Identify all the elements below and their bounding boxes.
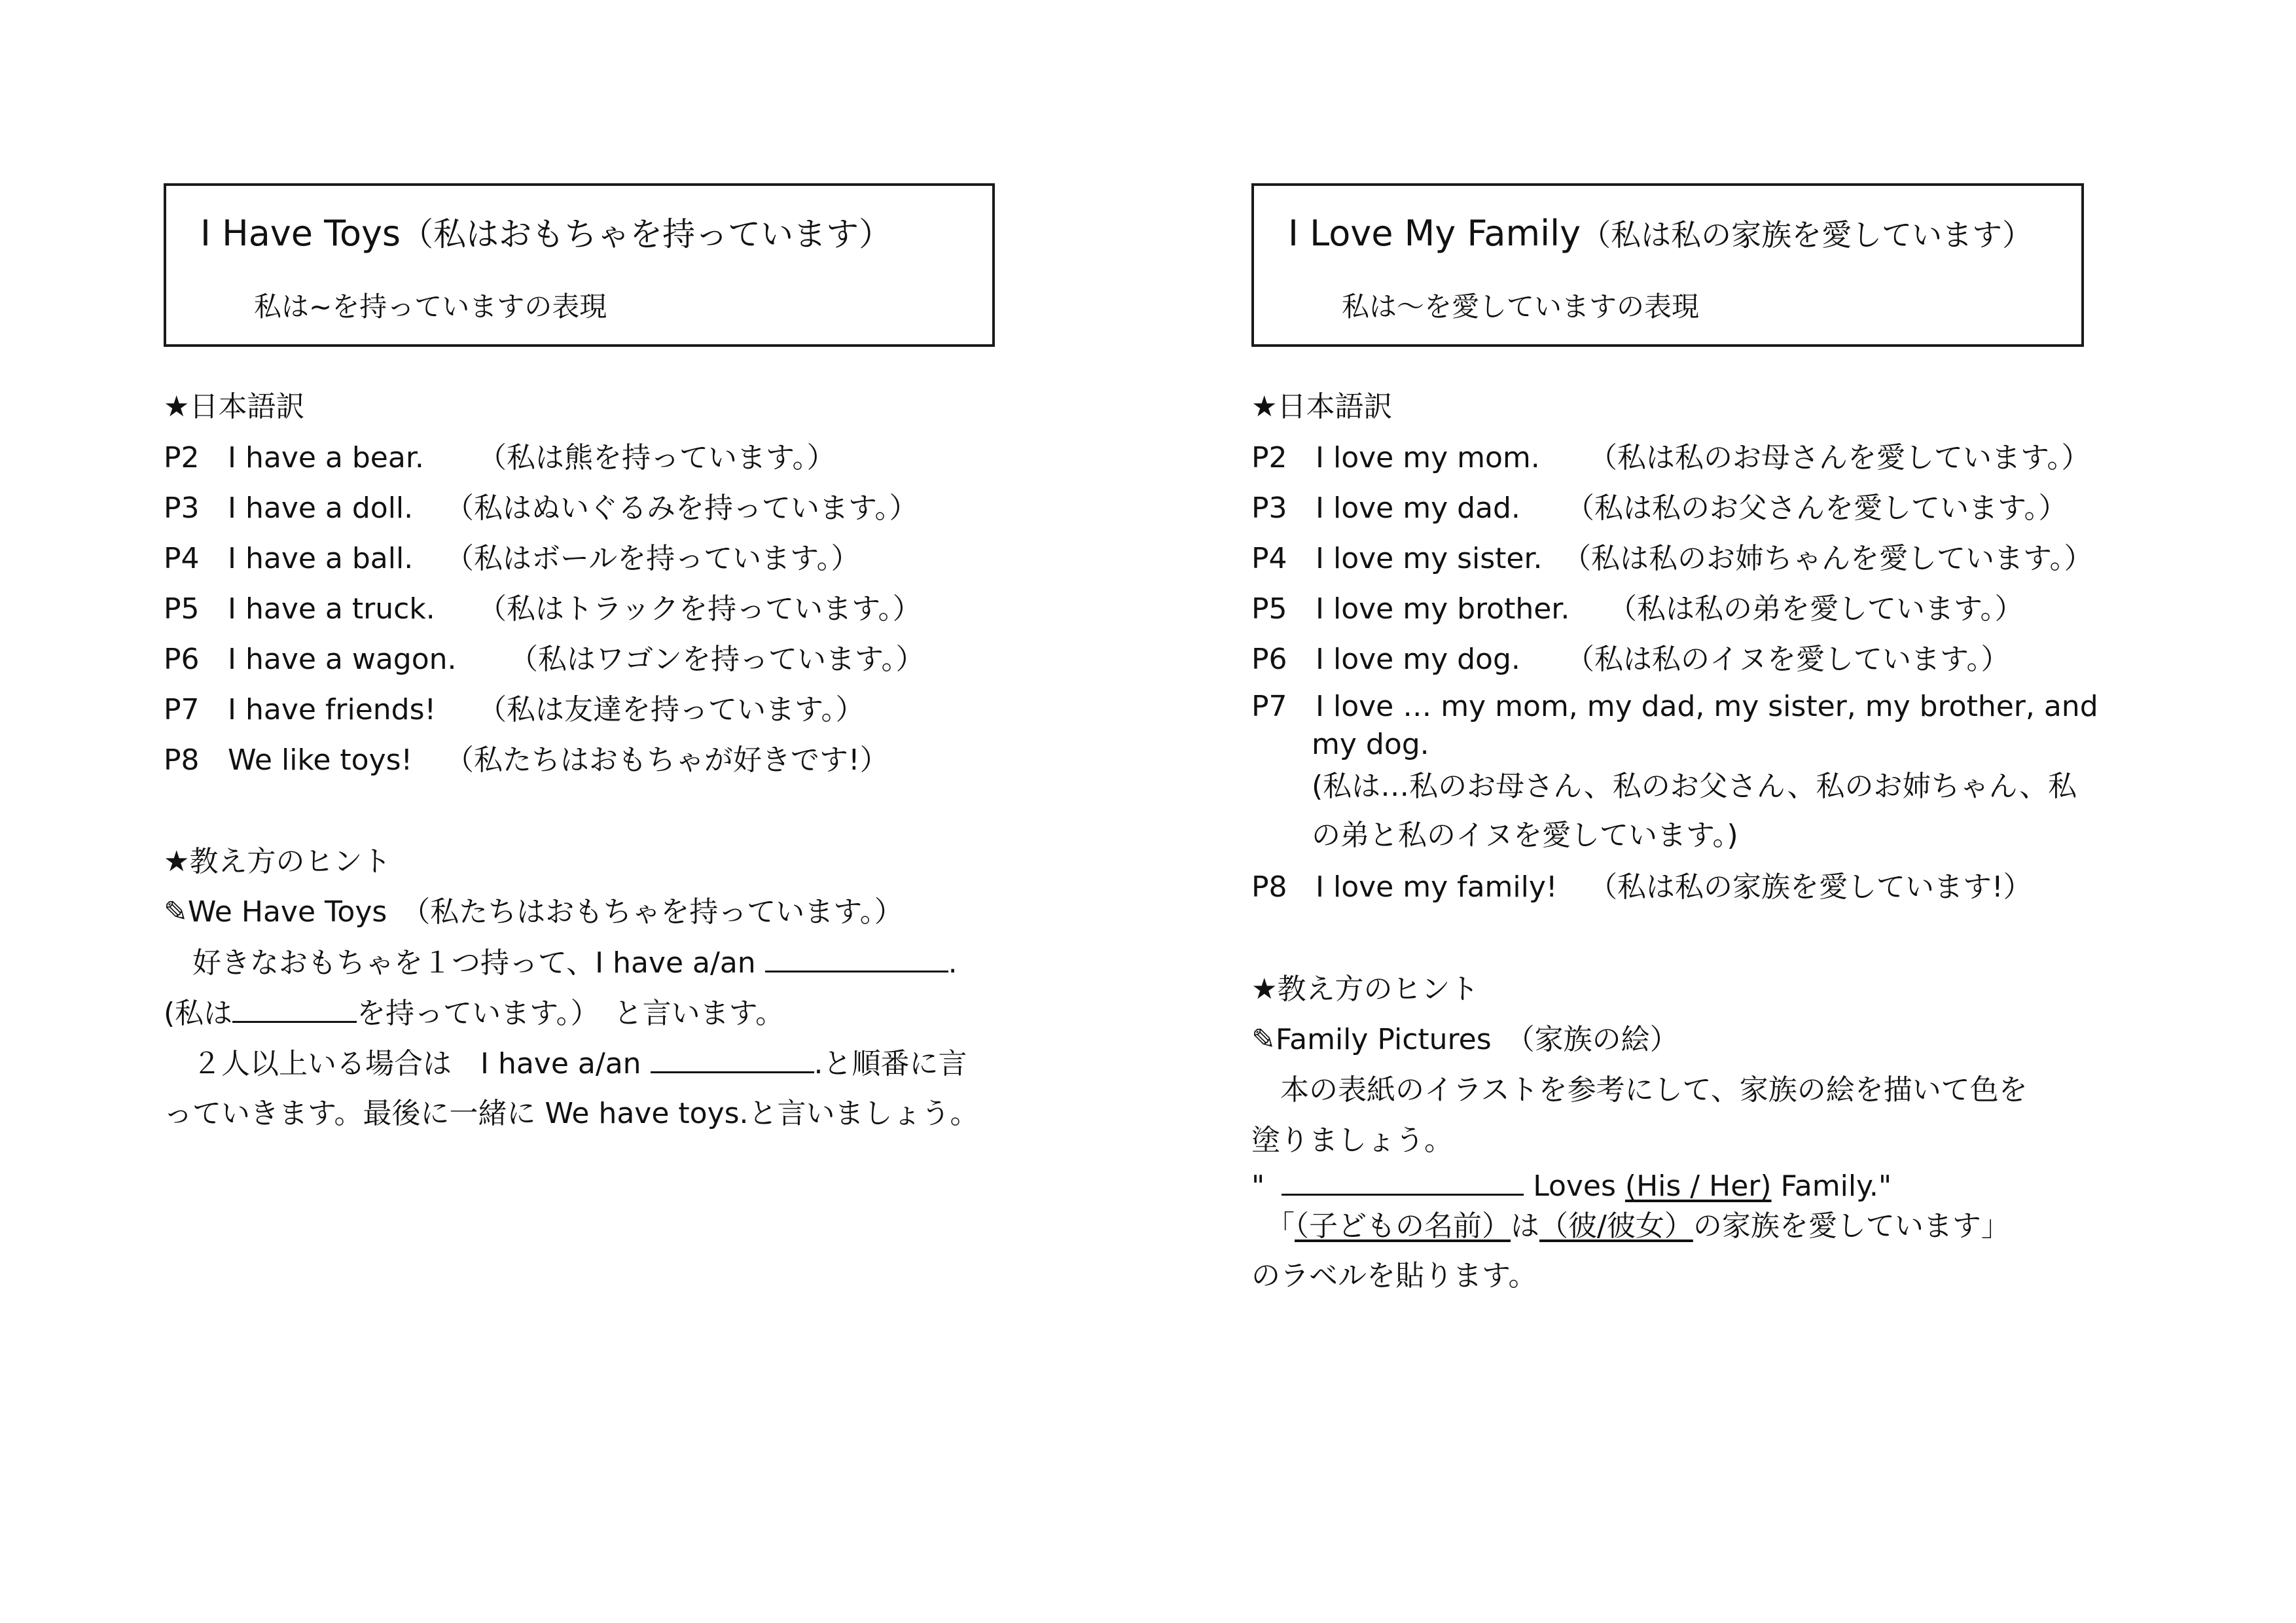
right-title-en: I Love My Family	[1288, 213, 1581, 254]
particle-wa: は	[1511, 1209, 1539, 1243]
japanese-line: （私たちはおもちゃが好きです!）	[445, 743, 889, 777]
loves-text: Loves	[1524, 1169, 1625, 1203]
english-line: I love … my mom, my dad, my sister, my brother, and	[1316, 690, 2098, 723]
english-line: I love my dad.	[1316, 491, 1520, 525]
family-text: Family."	[1771, 1169, 1892, 1203]
page-number: P8	[164, 743, 200, 777]
left-title	[200, 213, 892, 254]
english-line: We like toys!	[228, 743, 413, 777]
page-number: P6	[1251, 643, 1287, 676]
english-line: I have a doll.	[228, 491, 414, 525]
page-number: P3	[1251, 491, 1287, 525]
left-hint-line-1	[164, 948, 958, 978]
english-line: I love my mom.	[1316, 441, 1540, 474]
hint-text: っていきます。最後に一緒に We have toys.と言いましょう。	[164, 1097, 979, 1130]
left-hint-line-4	[164, 1099, 979, 1128]
label-rest: の家族を愛しています」	[1693, 1209, 2010, 1243]
right-p7-japanese-line-1: (私は…私のお母さん、私のお父さん、私のお姉ちゃん、私	[1312, 770, 2077, 803]
hint-text: (私は	[164, 997, 233, 1030]
page-number: P3	[164, 491, 200, 525]
japanese-line: （私は熊を持っています。）	[478, 441, 836, 474]
fill-in-blank	[232, 999, 357, 1023]
his-her-choice: (His / Her)	[1624, 1169, 1772, 1203]
page-number: P2	[1251, 441, 1287, 474]
english-line: I love my sister.	[1316, 542, 1543, 575]
hint-text: 好きなおもちゃを１つ持って、I have a/an	[164, 946, 765, 980]
right-title	[1288, 213, 2033, 254]
english-line: I have a wagon.	[228, 643, 457, 676]
left-subtitle: 私は~を持っていますの表現	[254, 291, 607, 323]
right-label-japanese	[1251, 1209, 2010, 1243]
japanese-line: （私はボールを持っています。）	[445, 542, 860, 575]
page-number: P2	[164, 441, 200, 474]
right-label-english	[1251, 1171, 1892, 1201]
quote-mark: "	[1251, 1169, 1265, 1203]
right-subtitle: 私は～を愛していますの表現	[1342, 291, 1700, 323]
english-line: I have a bear.	[228, 441, 424, 474]
page-number: P5	[1251, 592, 1287, 626]
fill-in-blank	[651, 1049, 814, 1073]
bracket-open: 「	[1251, 1209, 1295, 1243]
left-hint-line-2	[164, 999, 784, 1028]
english-line: I have friends!	[228, 693, 437, 726]
child-name-slot: （子どもの名前）	[1295, 1209, 1511, 1243]
japanese-line: （私は私のお父さんを愛しています。）	[1566, 491, 2068, 525]
right-hint-line-2: 塗りましょう。	[1251, 1124, 1453, 1157]
left-hint-line-3	[164, 1049, 967, 1079]
japanese-line: （私は友達を持っています。）	[478, 693, 865, 726]
hint-text: .と順番に言	[814, 1047, 967, 1080]
english-line: I have a truck.	[228, 592, 435, 626]
right-p7-japanese-line-2: の弟と私のイヌを愛しています。)	[1312, 819, 1738, 852]
japanese-line: （私は私のお姉ちゃんを愛しています。）	[1562, 542, 2093, 575]
english-line: I have a ball.	[228, 542, 414, 575]
hint-text: ２人以上いる場合は I have a/an	[164, 1047, 651, 1080]
right-label-line-end: のラベルを貼ります。	[1251, 1259, 1537, 1293]
right-hints-heading: ★教え方のヒント	[1251, 972, 1479, 1006]
page-number: P4	[164, 542, 200, 575]
right-hint-title: ✎Family Pictures （家族の絵）	[1251, 1023, 1679, 1056]
page-number: P8	[1251, 870, 1287, 904]
pronoun-slot: （彼/彼女）	[1539, 1209, 1693, 1243]
japanese-line: （私は私のイヌを愛しています。）	[1566, 643, 2010, 676]
english-line: I love my brother.	[1316, 592, 1570, 626]
japanese-line: （私は私のお母さんを愛しています。）	[1588, 441, 2090, 474]
left-translation-heading: ★日本語訳	[164, 390, 305, 423]
right-hint-line-1: 本の表紙のイラストを参考にして、家族の絵を描いて色を	[1251, 1073, 2028, 1107]
name-blank	[1282, 1171, 1524, 1196]
left-hints-heading: ★教え方のヒント	[164, 845, 391, 878]
left-title-en: I Have Toys	[200, 213, 401, 254]
page-number: P4	[1251, 542, 1287, 575]
hint-text: を持っています。） と言います。	[357, 997, 785, 1030]
english-line: I love my family!	[1316, 870, 1558, 904]
hint-text: .	[948, 946, 958, 980]
right-p7-english-line-2: my dog.	[1312, 728, 1429, 761]
page-number: P5	[164, 592, 200, 626]
japanese-line: （私は私の家族を愛しています!）	[1588, 870, 2032, 904]
japanese-line: （私は私の弟を愛しています。）	[1608, 592, 2024, 626]
left-title-ja: （私はおもちゃを持っています）	[401, 215, 892, 253]
japanese-line: （私はワゴンを持っています。）	[509, 643, 925, 676]
left-hint-title: ✎We Have Toys （私たちはおもちゃを持っています。）	[164, 895, 903, 929]
page-number: P7	[1251, 690, 1287, 723]
right-translation-heading: ★日本語訳	[1251, 390, 1393, 423]
japanese-line: （私はぬいぐるみを持っています。）	[445, 491, 918, 525]
japanese-line: （私はトラックを持っています。）	[478, 592, 922, 626]
english-line: I love my dog.	[1316, 643, 1520, 676]
right-title-ja: （私は私の家族を愛しています）	[1581, 217, 2033, 253]
page-number: P6	[164, 643, 200, 676]
fill-in-blank	[765, 948, 948, 972]
page-number: P7	[164, 693, 200, 726]
